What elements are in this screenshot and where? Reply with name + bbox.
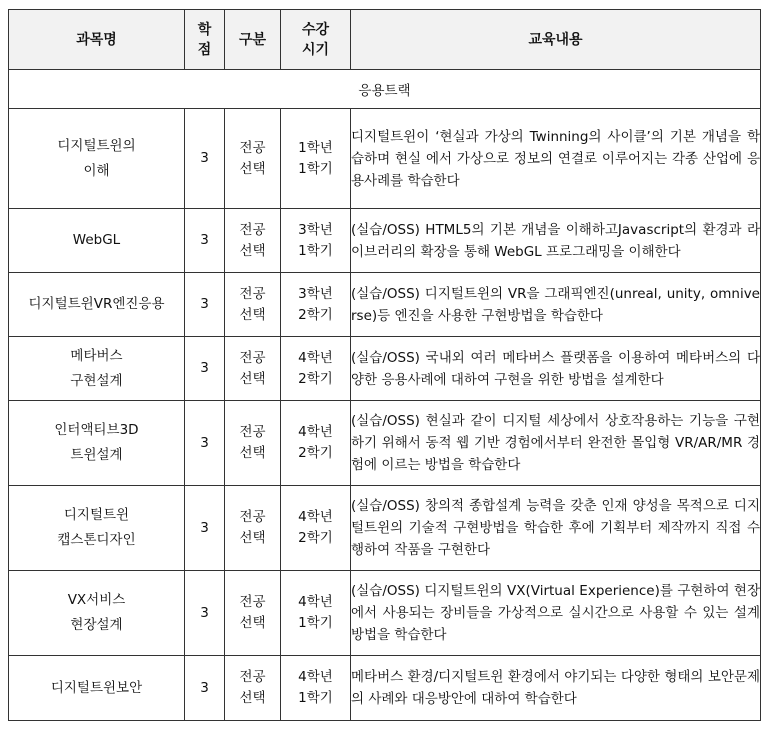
- type-line2: 선택: [239, 445, 266, 461]
- content-cell: (실습/OSS) 창의적 종합설계 능력을 갖춘 인재 양성을 목적으로 디지털트윈의 기술적 구현방법을 학습한 후에 기획부터 제작까지 직접 수행하여 작품을 구현한다: [351, 486, 761, 571]
- type-line1: 전공: [239, 669, 266, 685]
- term-line2: 1학기: [298, 690, 333, 706]
- term-line2: 2학기: [298, 445, 333, 461]
- credit-cell: 3: [185, 656, 225, 721]
- course-name-cell: [9, 209, 185, 273]
- course-name-line1: 디지털트윈: [63, 507, 130, 523]
- course-name-cell: [9, 109, 185, 209]
- header-course: 과목명: [9, 10, 185, 70]
- course-name-line2: 현장설계: [70, 617, 123, 633]
- content-cell: 메타버스 환경/디지털트윈 환경에서 야기되는 다양한 형태의 보안문제의 사례와 대응방안에 대하여 학습한다: [351, 656, 761, 721]
- type-line1: 전공: [239, 221, 266, 238]
- term-line2: 1학기: [298, 242, 333, 259]
- credit-cell: 3: [185, 401, 225, 486]
- credit-cell: 3: [185, 337, 225, 401]
- course-name-line2: 캡스톤디자인: [57, 532, 136, 548]
- type-line1: 전공: [239, 424, 266, 440]
- term-line1: 3학년: [298, 285, 333, 302]
- type-cell: [225, 209, 281, 273]
- term-cell: [281, 273, 351, 337]
- type-cell: [225, 109, 281, 209]
- type-line2: 선택: [239, 370, 266, 387]
- course-name-line1: 인터액티브3D: [54, 422, 139, 438]
- header-credit-line1: 학: [197, 21, 212, 38]
- course-name-cell: [9, 571, 185, 656]
- type-line2: 선택: [239, 690, 266, 706]
- type-line2: 선택: [239, 530, 266, 546]
- course-row: [9, 109, 761, 209]
- content-cell: (실습/OSS) 디지털트윈의 VR을 그래픽엔진(unreal, unity, omniverse)등 엔진을 사용한 구현방법을 학습한다: [351, 273, 761, 337]
- track-row: [9, 70, 761, 109]
- course-row: [9, 401, 761, 486]
- curriculum-table: [8, 9, 761, 721]
- term-cell: [281, 401, 351, 486]
- type-line2: 선택: [239, 160, 266, 177]
- track-label: 응용트랙: [9, 70, 761, 109]
- course-name-line1: WebGL: [72, 232, 121, 248]
- course-name-line1: 디지털트윈보안: [50, 679, 143, 696]
- term-line1: 4학년: [298, 424, 333, 440]
- term-cell: [281, 337, 351, 401]
- course-name-line1: VX서비스: [67, 592, 126, 608]
- type-cell: [225, 486, 281, 571]
- term-line1: 1학년: [298, 139, 333, 156]
- header-term: [281, 10, 351, 70]
- term-line1: 3학년: [298, 221, 333, 238]
- header-credit: [185, 10, 225, 70]
- term-line2: 2학기: [298, 530, 333, 546]
- type-cell: [225, 571, 281, 656]
- term-cell: [281, 571, 351, 656]
- content-cell: (실습/OSS) HTML5의 기본 개념을 이해하고Javascript의 환경과 라이브러리의 확장을 통해 WebGL 프로그래밍을 이해한다: [351, 209, 761, 273]
- course-name-cell: [9, 656, 185, 721]
- course-row: [9, 273, 761, 337]
- course-name-line1: 메타버스: [70, 347, 123, 364]
- course-row: [9, 337, 761, 401]
- course-row: [9, 571, 761, 656]
- type-line1: 전공: [239, 285, 266, 302]
- course-name-line1: 디지털트윈VR엔진응용: [28, 296, 165, 312]
- type-line1: 전공: [239, 594, 266, 610]
- term-line2: 1학기: [298, 615, 333, 631]
- term-line1: 4학년: [298, 509, 333, 525]
- course-name-line2: 이해: [83, 162, 110, 179]
- type-line2: 선택: [239, 306, 266, 323]
- header-type: 구분: [225, 10, 281, 70]
- credit-cell: 3: [185, 571, 225, 656]
- course-row: [9, 209, 761, 273]
- course-row: [9, 486, 761, 571]
- content-cell: (실습/OSS) 현실과 같이 디지털 세상에서 상호작용하는 기능을 구현하기 위해서 동적 웹 기반 경험에서부터 완전한 몰입형 VR/AR/MR 경험에 이르는 방법을 학습한다: [351, 401, 761, 486]
- term-line2: 2학기: [298, 306, 333, 323]
- type-line1: 전공: [239, 349, 266, 366]
- course-name-cell: [9, 486, 185, 571]
- course-name-line1: 디지털트윈의: [57, 137, 136, 154]
- course-name-cell: [9, 273, 185, 337]
- header-term-line2: 시기: [301, 41, 330, 58]
- term-line1: 4학년: [298, 349, 333, 366]
- type-cell: [225, 273, 281, 337]
- header-term-line1: 수강: [301, 21, 330, 38]
- term-line2: 1학기: [298, 160, 333, 177]
- type-line2: 선택: [239, 615, 266, 631]
- content-cell: (실습/OSS) 국내외 여러 메타버스 플랫폼을 이용하여 메타버스의 다양한 응용사례에 대하여 구현을 위한 방법을 설계한다: [351, 337, 761, 401]
- term-cell: [281, 209, 351, 273]
- type-cell: [225, 401, 281, 486]
- type-line2: 선택: [239, 242, 266, 259]
- term-line1: 4학년: [298, 594, 333, 610]
- credit-cell: 3: [185, 273, 225, 337]
- credit-cell: 3: [185, 486, 225, 571]
- type-line1: 전공: [239, 509, 266, 525]
- term-cell: [281, 486, 351, 571]
- course-name-cell: [9, 401, 185, 486]
- type-cell: [225, 337, 281, 401]
- course-name-cell: [9, 337, 185, 401]
- header-row: [9, 10, 761, 70]
- course-name-line2: 트윈설계: [70, 447, 123, 463]
- credit-cell: 3: [185, 209, 225, 273]
- term-line2: 2학기: [298, 370, 333, 387]
- term-cell: [281, 656, 351, 721]
- type-cell: [225, 656, 281, 721]
- credit-cell: 3: [185, 109, 225, 209]
- content-cell: 디지털트윈이 ‘현실과 가상의 Twinning의 사이클’의 기본 개념을 학습하며 현실 에서 가상으로 정보의 연결로 이루어지는 각종 산업에 응용사례를 학습한다: [351, 109, 761, 209]
- header-content: 교육내용: [351, 10, 761, 70]
- header-credit-line2: 점: [197, 41, 212, 58]
- type-line1: 전공: [239, 139, 266, 156]
- term-line1: 4학년: [298, 669, 333, 685]
- term-cell: [281, 109, 351, 209]
- content-cell: (실습/OSS) 디지털트윈의 VX(Virtual Experience)를 구현하여 현장에서 사용되는 장비들을 가상적으로 실시간으로 사용할 수 있는 설계 방법을 학습한다: [351, 571, 761, 656]
- course-row: [9, 656, 761, 721]
- course-name-line2: 구현설계: [70, 372, 123, 389]
